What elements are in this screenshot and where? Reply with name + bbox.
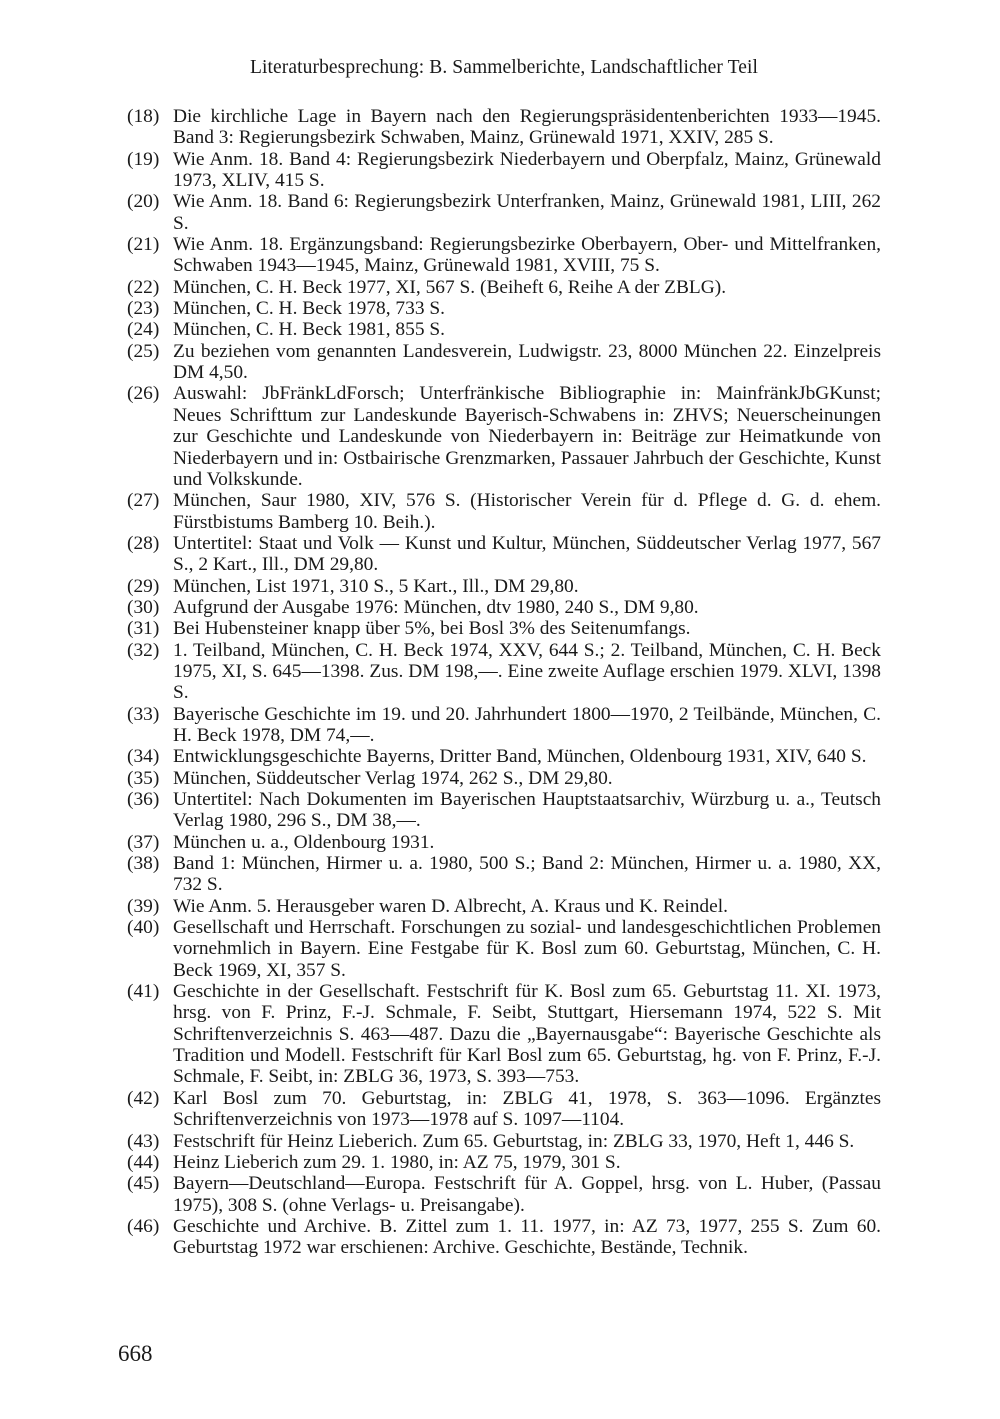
footnote-item bbox=[127, 981, 881, 1088]
footnote-number: (46) bbox=[127, 1215, 160, 1237]
footnote-text: Wie Anm. 18. Band 6: Regierungsbezirk Unterfranken, Mainz, Grünewald 1981, LIII, 262 S. bbox=[173, 191, 881, 234]
footnote-item bbox=[127, 383, 881, 490]
footnote-list bbox=[127, 106, 881, 1259]
footnote-text: Auswahl: JbFränkLdForsch; Unterfränkische Bibliographie in: MainfränkJbGKunst; Neues Schrifttum zur Landeskunde Bayerisch-Schwabens in: ZHVS; Neuerscheinungen zur Geschichte und Landeskunde von Niederbayern in: Beiträge zur Heimatkunde von Niederbayern und in: Ostbairische Grenzmarken, Passauer Jahrbuch der Geschichte, Kunst und Volkskunde. bbox=[173, 383, 881, 490]
footnote-item bbox=[127, 1152, 881, 1173]
footnote-text: Karl Bosl zum 70. Geburtstag, in: ZBLG 41, 1978, S. 363—1096. Ergänztes Schriftenverzeichnis von 1973—1978 auf S. 1097—1104. bbox=[173, 1087, 881, 1131]
footnote-text: Wie Anm. 18. Ergänzungsband: Regierungsbezirke Oberbayern, Ober- und Mittelfranken, Schwaben 1943—1945, Mainz, Grünewald 1981, XVIII, 75 S. bbox=[173, 234, 881, 277]
footnote-item bbox=[127, 277, 881, 298]
footnote-text: Entwicklungsgeschichte Bayerns, Dritter Band, München, Oldenbourg 1931, XIV, 640 S. bbox=[173, 746, 867, 768]
footnote-item bbox=[127, 704, 881, 747]
running-head: Literaturbesprechung: B. Sammelberichte, Landschaftlicher Teil bbox=[249, 57, 759, 78]
footnote-item bbox=[127, 789, 881, 832]
footnote-number: (24) bbox=[127, 319, 160, 341]
footnote-text: Untertitel: Staat und Volk — Kunst und Kultur, München, Süddeutscher Verlag 1977, 567 S., 2 Kart., Ill., DM 29,80. bbox=[173, 532, 881, 576]
footnote-item bbox=[127, 896, 881, 917]
footnote-text: München, C. H. Beck 1978, 733 S. bbox=[173, 298, 445, 320]
footnote-number: (21) bbox=[127, 234, 160, 256]
footnote-text: München, Saur 1980, XIV, 576 S. (Historischer Verein für d. Pflege d. G. d. ehem. Fürstbistums Bamberg 10. Beih.). bbox=[173, 490, 881, 533]
footnote-text: Zu beziehen vom genannten Landesverein, Ludwigstr. 23, 8000 München 22. Einzelpreis DM 4,50. bbox=[173, 340, 881, 384]
footnote-item bbox=[127, 597, 881, 618]
footnote-item bbox=[127, 1216, 881, 1259]
footnote-text: Wie Anm. 18. Band 4: Regierungsbezirk Niederbayern und Oberpfalz, Mainz, Grünewald 1973, XLIV, 415 S. bbox=[173, 148, 881, 192]
footnote-number: (32) bbox=[127, 639, 160, 661]
footnote-item bbox=[127, 298, 881, 319]
footnote-text: Untertitel: Nach Dokumenten im Bayerischen Hauptstaatsarchiv, Würzburg u. a., Teutsch Verlag 1980, 296 S., DM 38,—. bbox=[173, 789, 881, 832]
footnote-item bbox=[127, 319, 881, 340]
footnote-text: München, C. H. Beck 1981, 855 S. bbox=[173, 319, 445, 341]
footnote-item bbox=[127, 640, 881, 704]
footnote-text: München, Süddeutscher Verlag 1974, 262 S., DM 29,80. bbox=[173, 767, 613, 789]
footnote-text: Geschichte in der Gesellschaft. Festschrift für K. Bosl zum 65. Geburtstag 11. XI. 1973, hrsg. von F. Prinz, F.-J. Schmale, F. Seibt, Stuttgart, Hiersemann 1974, 522 S. Mit Schriftenverzeichnis S. 463—487. Dazu die „Bayernausgabe“: Bayerische Geschichte als Tradition und Modell. Festschrift für Karl Bosl zum 65. Geburtstag, hg. von F. Prinz, F.-J. Schmale, F. Seibt, in: ZBLG 36, 1973, S. 393—753. bbox=[173, 981, 881, 1088]
footnote-number: (36) bbox=[127, 789, 160, 810]
page-number: 668 bbox=[118, 1341, 153, 1366]
footnote-text: Bei Hubensteiner knapp über 5%, bei Bosl 3% des Seitenumfangs. bbox=[173, 618, 691, 640]
footnote-number: (44) bbox=[127, 1151, 160, 1173]
footnote-number: (25) bbox=[127, 340, 160, 362]
footnote-text: Bayern—Deutschland—Europa. Festschrift für A. Goppel, hrsg. von L. Huber, (Passau 1975), 308 S. (ohne Verlags- u. Preisangabe). bbox=[173, 1173, 881, 1216]
footnote-number: (30) bbox=[127, 596, 160, 618]
footnote-item bbox=[127, 1173, 881, 1216]
footnote-item bbox=[127, 341, 881, 384]
footnote-item bbox=[127, 191, 881, 234]
footnote-number: (23) bbox=[127, 298, 160, 320]
footnote-text: Band 1: München, Hirmer u. a. 1980, 500 S.; Band 2: München, Hirmer u. a. 1980, XX, 732 S. bbox=[173, 853, 881, 896]
footnote-item bbox=[127, 746, 881, 767]
footnote-text: 1. Teilband, München, C. H. Beck 1974, XXV, 644 S.; 2. Teilband, München, C. H. Beck 1975, XI, S. 645—1398. Zus. DM 198,—. Eine zweite Auflage erschien 1979. XLVI, 1398 S. bbox=[173, 639, 881, 704]
footnote-item bbox=[127, 1088, 881, 1131]
footnote-text: Festschrift für Heinz Lieberich. Zum 65. Geburtstag, in: ZBLG 33, 1970, Heft 1, 446 S. bbox=[173, 1130, 855, 1152]
footnote-number: (45) bbox=[127, 1173, 160, 1195]
footnote-number: (39) bbox=[127, 895, 160, 917]
footnote-text: München, C. H. Beck 1977, XI, 567 S. (Beiheft 6, Reihe A der ZBLG). bbox=[173, 276, 727, 298]
footnote-number: (33) bbox=[127, 703, 160, 725]
footnote-item bbox=[127, 832, 881, 853]
footnote-number: (29) bbox=[127, 575, 160, 597]
footnote-item bbox=[127, 853, 881, 896]
footnote-item bbox=[127, 576, 881, 597]
footnote-number: (41) bbox=[127, 981, 160, 1003]
footnote-number: (26) bbox=[127, 383, 160, 405]
footnote-item bbox=[127, 917, 881, 981]
footnote-text: München, List 1971, 310 S., 5 Kart., Ill., DM 29,80. bbox=[173, 575, 579, 597]
footnote-item bbox=[127, 618, 881, 639]
footnote-item bbox=[127, 490, 881, 533]
footnote-number: (19) bbox=[127, 148, 160, 170]
footnote-number: (42) bbox=[127, 1087, 160, 1109]
footnote-text: Bayerische Geschichte im 19. und 20. Jahrhundert 1800—1970, 2 Teilbände, München, C. H. Beck 1978, DM 74,—. bbox=[173, 703, 881, 746]
footnote-number: (35) bbox=[127, 767, 160, 789]
footnote-text: Gesellschaft und Herrschaft. Forschungen zu sozial- und landesgeschichtlichen Problemen vornehmlich in Bayern. Eine Festgabe für K. Bosl zum 60. Geburtstag, München, C. H. Beck 1969, XI, 357 S. bbox=[173, 917, 881, 981]
footnote-number: (31) bbox=[127, 618, 160, 640]
footnote-number: (37) bbox=[127, 831, 160, 853]
footnote-number: (20) bbox=[127, 191, 160, 213]
footnote-text: Geschichte und Archive. B. Zittel zum 1. 11. 1977, in: AZ 73, 1977, 255 S. Zum 60. Geburtstag 1972 war erschienen: Archive. Geschichte, Bestände, Technik. bbox=[173, 1215, 881, 1259]
footnote-number: (18) bbox=[127, 106, 160, 127]
footnote-number: (38) bbox=[127, 853, 160, 875]
footnote-item bbox=[127, 234, 881, 277]
footnote-number: (27) bbox=[127, 490, 160, 512]
footnote-number: (22) bbox=[127, 276, 160, 298]
footnote-number: (28) bbox=[127, 532, 160, 554]
footnote-text: Heinz Lieberich zum 29. 1. 1980, in: AZ 75, 1979, 301 S. bbox=[173, 1151, 621, 1173]
footnote-number: (40) bbox=[127, 917, 160, 939]
footnote-text: Aufgrund der Ausgabe 1976: München, dtv 1980, 240 S., DM 9,80. bbox=[173, 596, 699, 618]
footnote-text: München u. a., Oldenbourg 1931. bbox=[173, 831, 435, 853]
footnote-item bbox=[127, 1131, 881, 1152]
footnote-item bbox=[127, 106, 881, 149]
footnote-number: (34) bbox=[127, 746, 160, 768]
footnote-item bbox=[127, 149, 881, 192]
footnote-text: Wie Anm. 5. Herausgeber waren D. Albrecht, A. Kraus und K. Reindel. bbox=[173, 895, 728, 917]
footnote-number: (43) bbox=[127, 1130, 160, 1152]
footnote-item bbox=[127, 768, 881, 789]
footnote-item bbox=[127, 533, 881, 576]
footnote-text: Die kirchliche Lage in Bayern nach den Regierungspräsidentenberichten 1933—1945. Band 3: Regierungsbezirk Schwaben, Mainz, Grünewald 1971, XXIV, 285 S. bbox=[173, 106, 881, 149]
